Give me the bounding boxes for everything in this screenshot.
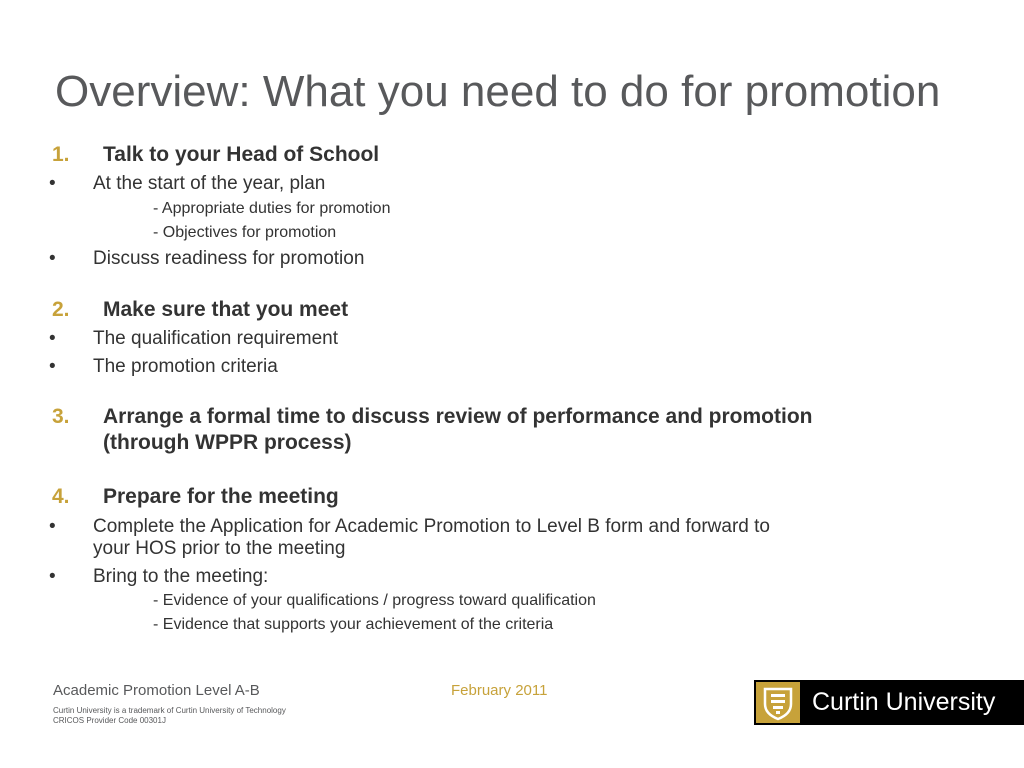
bullet-text: The promotion criteria: [93, 356, 278, 377]
bullet-icon: •: [49, 328, 56, 349]
bullet: [49, 356, 973, 377]
bullet-icon: •: [49, 566, 56, 587]
item-number: 1.: [52, 143, 70, 166]
bullet: [49, 248, 973, 269]
footer-cricos: CRICOS Provider Code 00301J: [53, 716, 166, 725]
bullet-text: Bring to the meeting:: [93, 566, 269, 587]
item-heading: Arrange a formal time to discuss review of performance and promotion: [103, 405, 813, 428]
logo-text: Curtin University: [812, 688, 996, 716]
subpoint: - Evidence that supports your achievement of the criteria: [153, 616, 554, 633]
bullet-icon: •: [49, 516, 56, 537]
bullet-continued: [93, 538, 973, 559]
item-number: 2.: [52, 298, 70, 321]
bullet-icon: •: [49, 356, 56, 377]
bullet-text: Complete the Application for Academic Promotion to Level B form and forward to: [93, 516, 770, 537]
bullet-icon: •: [49, 173, 56, 194]
subpoint: - Evidence of your qualifications / progress toward qualification: [153, 592, 596, 609]
bullet-text: At the start of the year, plan: [93, 173, 326, 194]
item-heading: Talk to your Head of School: [103, 143, 380, 166]
footer-date: February 2011: [451, 682, 548, 699]
bullet-text: Discuss readiness for promotion: [93, 248, 365, 269]
bullet: [49, 173, 973, 194]
bullet-icon: •: [49, 248, 56, 269]
curtin-logo: [754, 680, 1024, 725]
footer-trademark: Curtin University is a trademark of Curtin University of Technology: [53, 706, 286, 715]
subpoint: - Appropriate duties for promotion: [153, 200, 391, 217]
bullet: [49, 566, 973, 587]
item-number: 3.: [52, 405, 70, 428]
item-heading: Make sure that you meet: [103, 298, 349, 321]
bullet-text: The qualification requirement: [93, 328, 339, 349]
item-heading-line2: (through WPPR process): [103, 431, 352, 454]
slide-title: Overview: What you need to do for promotion: [55, 67, 941, 116]
item-number: 4.: [52, 485, 70, 508]
footer-presentation-title: Academic Promotion Level A-B: [53, 682, 260, 699]
item-heading: Prepare for the meeting: [103, 485, 339, 508]
curtin-shield-icon: [756, 682, 800, 723]
bullet-text-line2: your HOS prior to the meeting: [93, 538, 346, 559]
subpoint: - Objectives for promotion: [153, 224, 337, 241]
bullet: [49, 516, 973, 537]
bullet: [49, 328, 973, 349]
